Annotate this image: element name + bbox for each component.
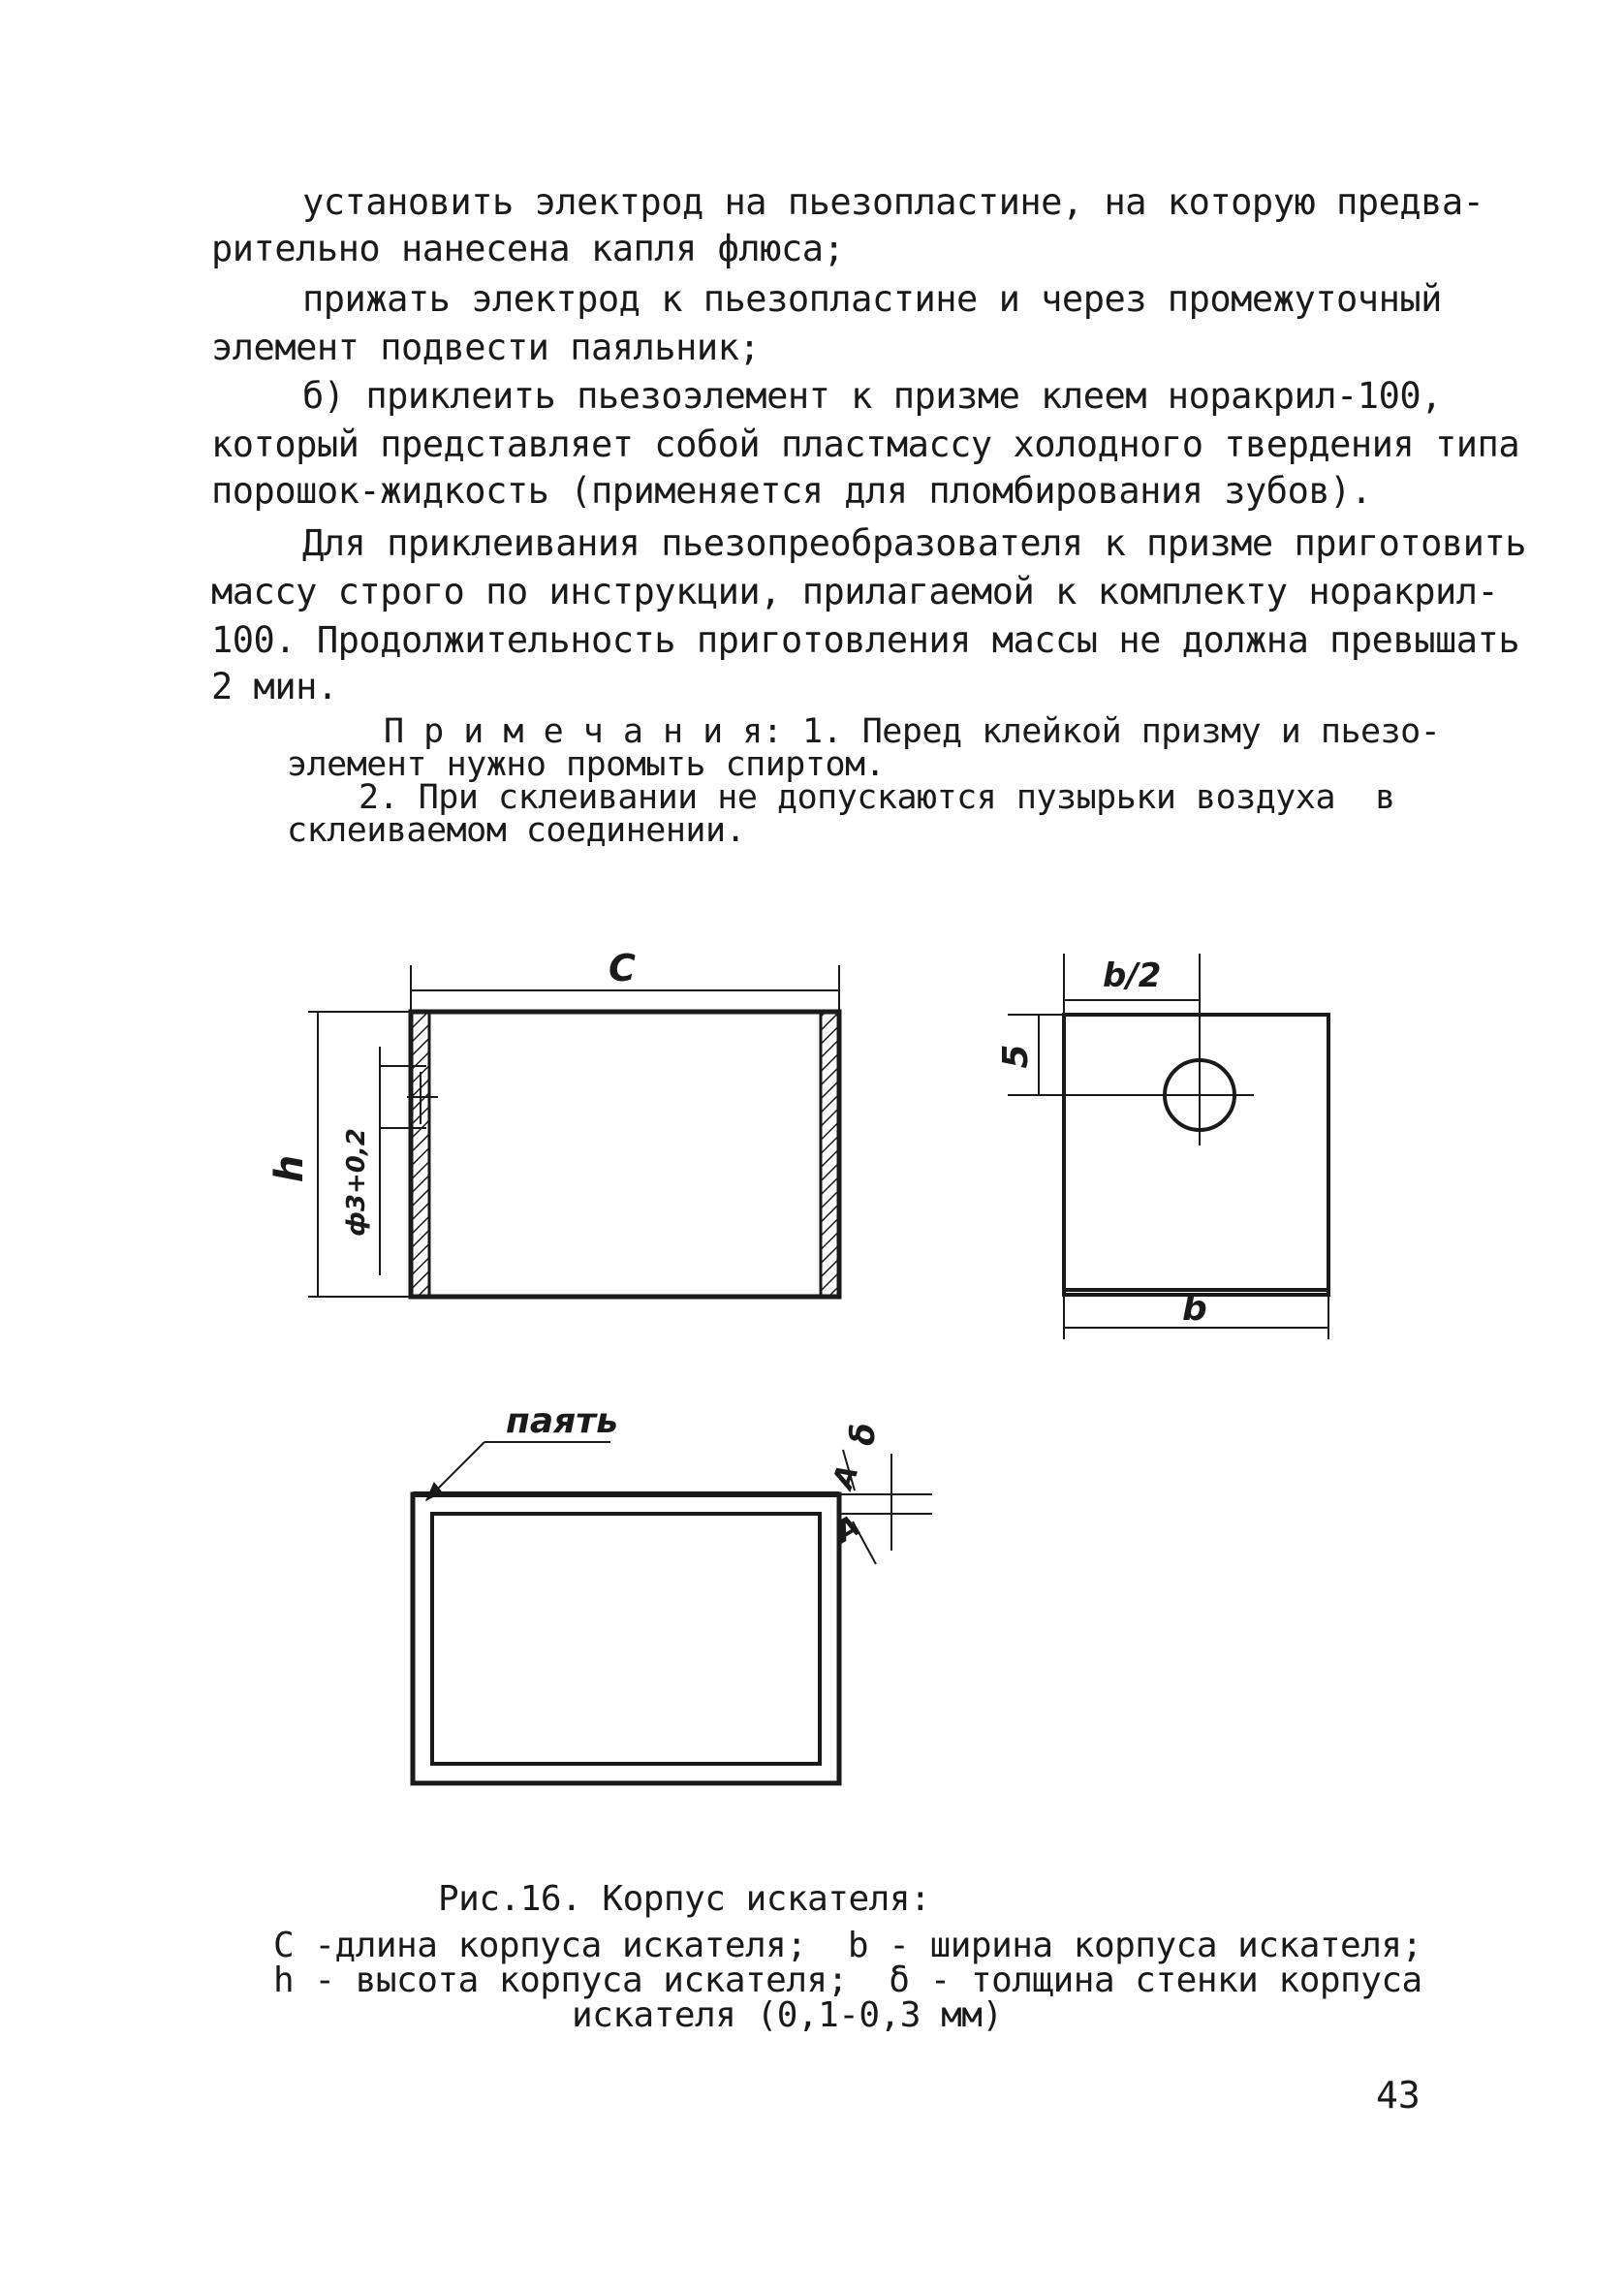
section-outer-outline [413,1494,839,1783]
paragraph-2-line-1: прижать электрод к пьезопластине и через промежуточный [302,278,1442,320]
paragraph-3-line-2: который представляет собой пластмассу холодного твердения типа [211,423,1520,465]
paragraph-2-line-2: элемент подвести паяльник; [211,327,761,368]
right-wall-hatch [821,1012,839,1297]
paragraph-3-line-1: б) приклеить пьезоэлемент к призме клеем норакрил-100, [302,375,1442,417]
label-h: h [267,1154,312,1183]
paragraph-4-line-3: 100. Продолжительность приготовления массы не должна превышать [211,619,1520,661]
figure-caption-line-3: искателя (0,1-0,3 мм) [572,1995,1003,2035]
label-b: b [1182,1289,1207,1329]
figure-caption-line-1: C -длина корпуса искателя; b - ширина корпуса искателя; [273,1926,1422,1965]
side-view-outline [411,1012,839,1297]
label-a-top: A [826,1459,866,1493]
label-payat: паять [506,1401,618,1441]
page-number: 43 [1376,2074,1421,2117]
paragraph-4-line-2: массу строго по инструкции, прилагаемой к комплекту норакрил- [211,571,1499,612]
section-inner-outline [432,1514,820,1764]
label-a-bottom: A [829,1509,867,1550]
paragraph-4-line-4: 2 мин. [211,666,338,707]
label-d3: ф3+0,2 [342,1128,371,1237]
paragraph-4-line-1: Для приклеивания пьезопреобразователя к призме приготовить [302,522,1527,564]
top-view-drawing [1008,954,1328,1339]
label-c: C [609,947,636,989]
paragraph-1-line-1: установить электрод на пьезопластине, на которую предва- [302,181,1484,223]
label-delta: δ [844,1423,883,1446]
figure-caption-title: Рис.16. Корпус искателя: [438,1879,931,1919]
left-wall-hatch [411,1012,429,1297]
figure-caption-line-2: h - высота корпуса искателя; δ - толщина стенки корпуса [273,1961,1422,2000]
note-2-line-2: склеиваемом соединении. [287,811,746,850]
paragraph-1-line-2: рительно нанесена капля флюса; [211,228,845,269]
label-5: 5 [996,1044,1036,1069]
paragraph-3-line-3: порошок-жидкость (применяется для пломбирования зубов). [211,470,1372,512]
note-1-line-1: П р и м е ч а н и я: 1. Перед клейкой призму и пьезо- [384,712,1441,751]
note-2-line-1: 2. При склеивании не допускаются пузырьки воздуха в [359,778,1395,817]
label-b2: b/2 [1103,957,1162,995]
note-1-line-2: элемент нужно промыть спиртом. [287,745,886,784]
section-view-drawing [413,1442,932,1783]
side-view-drawing [308,965,839,1297]
top-view-outline [1064,1015,1328,1295]
